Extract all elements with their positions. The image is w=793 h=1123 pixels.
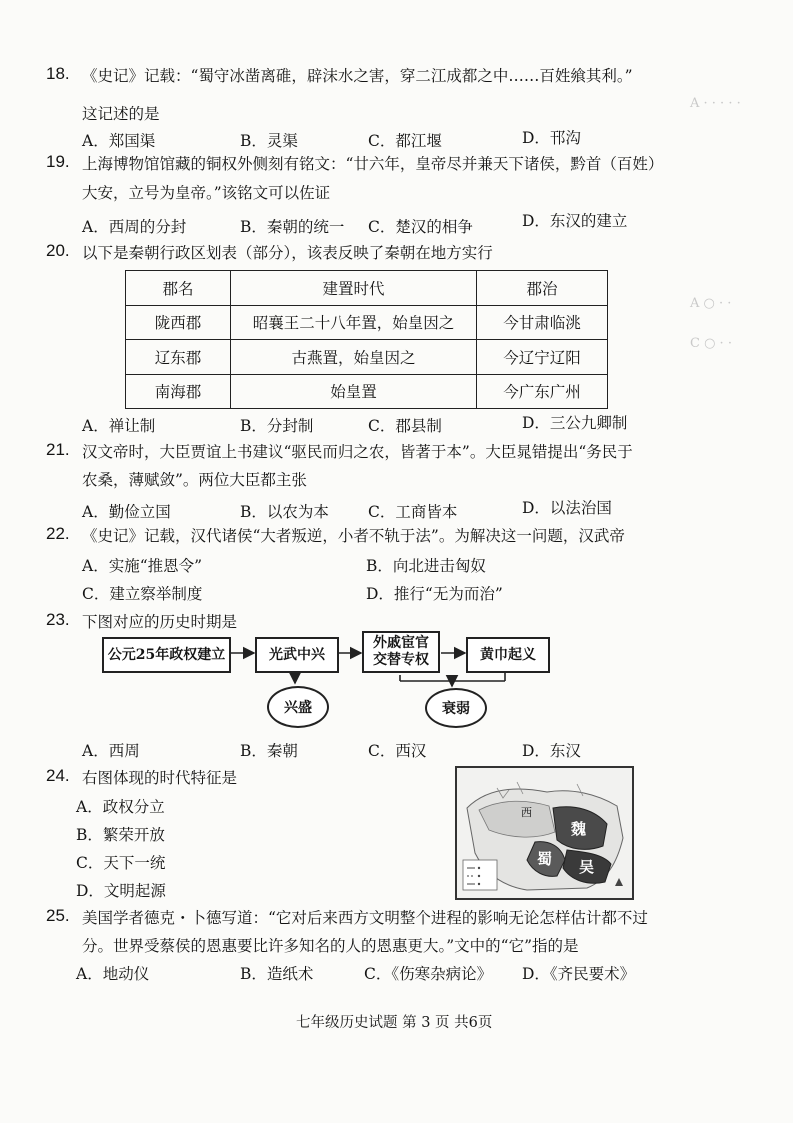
flow-oval-decline: 衰弱 xyxy=(425,688,487,728)
table-cell: 今广东广州 xyxy=(477,374,608,409)
question-stem: 《史记》记载，汉代诸侯“大者叛逆，小者不轨于法”。为解决这一问题，汉武帝 xyxy=(82,527,625,545)
question-stem: 上海博物馆馆藏的铜权外侧刻有铭文：“廿六年，皇帝尽并兼天下诸侯，黔首（百姓） xyxy=(82,155,664,173)
question-number: 24. xyxy=(46,766,70,785)
bleed-through-text: A ○ · · xyxy=(690,296,732,311)
option-c: C．天下一统 xyxy=(76,854,166,872)
question-number: 18. xyxy=(46,64,70,83)
option-d: D．东汉的建立 xyxy=(522,212,628,230)
question-number: 23. xyxy=(46,610,70,629)
question-stem: 美国学者德克・卜德写道：“它对后来西方文明整个进程的影响无论怎样估计都不过 xyxy=(82,909,648,927)
option-d: D．三公九卿制 xyxy=(522,414,628,432)
option-c: C．都江堰 xyxy=(368,132,442,150)
question-number: 19. xyxy=(46,152,70,171)
question-stem: 下图对应的历史时期是 xyxy=(82,613,238,631)
question-stem: 这记述的是 xyxy=(82,105,160,123)
question-number: 20. xyxy=(46,241,70,260)
question-stem: 以下是秦朝行政区划表（部分），该表反映了秦朝在地方实行 xyxy=(82,244,493,262)
question-stem: 《史记》记载：“蜀守冰凿离碓，辟沫水之害，穿二江成都之中……百姓飨其利。” xyxy=(82,67,633,85)
option-b: B．向北进击匈奴 xyxy=(366,557,486,575)
question-number: 22. xyxy=(46,524,70,543)
option-b: B．繁荣开放 xyxy=(76,826,165,844)
bleed-through-text: C ○ · · xyxy=(690,336,732,351)
flow-oval-prosperity: 兴盛 xyxy=(267,686,329,728)
table-cell: 南海郡 xyxy=(126,374,231,409)
map-label-west: 西 xyxy=(521,806,532,819)
question-stem: 右图体现的时代特征是 xyxy=(82,769,238,787)
option-c: C．郡县制 xyxy=(368,417,442,435)
option-b: B．以农为本 xyxy=(240,503,329,521)
flow-box-restoration: 光武中兴 xyxy=(255,637,339,673)
option-b: B．分封制 xyxy=(240,417,314,435)
table-cell: 昭襄王二十八年置，始皇因之 xyxy=(231,305,477,340)
option-d: D．邗沟 xyxy=(522,129,581,147)
option-a: A．郑国渠 xyxy=(82,132,156,150)
option-b: B．灵渠 xyxy=(240,132,298,150)
table-header: 郡治 xyxy=(477,271,608,306)
table-header: 郡名 xyxy=(126,271,231,306)
option-c: C．楚汉的相争 xyxy=(368,218,473,236)
map-label-wu: 吴 xyxy=(579,858,595,876)
option-d: D．以法治国 xyxy=(522,499,612,517)
option-b: B．秦朝的统一 xyxy=(240,218,345,236)
page-footer: 七年级历史试题 第 3 页 共6页 xyxy=(296,1015,493,1031)
option-c: C．西汉 xyxy=(368,742,427,760)
option-c: C．工商皆本 xyxy=(368,503,458,521)
option-d: D．《齐民要术》 xyxy=(522,965,636,983)
table-cell: 辽东郡 xyxy=(126,340,231,375)
option-d: D．东汉 xyxy=(522,742,581,760)
option-d: D．文明起源 xyxy=(76,882,166,900)
option-b: B．造纸术 xyxy=(240,965,314,983)
option-a: A．西周 xyxy=(82,742,140,760)
question-stem: 汉文帝时，大臣贾谊上书建议“驱民而归之农，皆著于本”。大臣晁错提出“务民于 xyxy=(82,443,633,461)
option-a: A．政权分立 xyxy=(76,798,165,816)
three-kingdoms-map xyxy=(455,766,634,900)
table-cell: 陇西郡 xyxy=(126,305,231,340)
option-a: A．禅让制 xyxy=(82,417,156,435)
question-number: 21. xyxy=(46,440,70,459)
question-number: 25. xyxy=(46,906,70,925)
option-d: D．推行“无为而治” xyxy=(366,585,503,603)
map-label-shu: 蜀 xyxy=(537,850,553,868)
bleed-through-text: A · · · · · xyxy=(690,96,741,111)
option-a: A．西周的分封 xyxy=(82,218,187,236)
option-a: A．勤俭立国 xyxy=(82,503,171,521)
option-c: C．《伤寒杂病论》 xyxy=(364,965,493,983)
table-cell: 今辽宁辽阳 xyxy=(477,340,608,375)
question-stem: 农桑，薄赋敛”。两位大臣都主张 xyxy=(82,471,307,489)
flow-box-consort-eunuch: 外戚宦官交替专权 xyxy=(362,631,440,673)
map-drawing xyxy=(457,768,632,898)
option-a: A．实施“推恩令” xyxy=(82,557,203,575)
option-a: A．地动仪 xyxy=(76,965,150,983)
table-cell: 始皇置 xyxy=(231,374,477,409)
question-stem: 分。世界受蔡侯的恩惠要比许多知名的人的恩惠更大。”文中的“它”指的是 xyxy=(82,937,579,955)
option-b: B．秦朝 xyxy=(240,742,298,760)
flow-box-founding: 公元25年政权建立 xyxy=(102,637,231,673)
table-header: 建置时代 xyxy=(231,271,477,306)
table-cell: 今甘肃临洮 xyxy=(477,305,608,340)
map-label-wei: 魏 xyxy=(571,820,587,838)
flow-box-yellow-turban: 黄巾起义 xyxy=(466,637,550,673)
question-stem: 大安，立号为皇帝。”该铭文可以佐证 xyxy=(82,184,331,202)
table-cell: 古燕置，始皇因之 xyxy=(231,340,477,375)
option-c: C．建立察举制度 xyxy=(82,585,203,603)
